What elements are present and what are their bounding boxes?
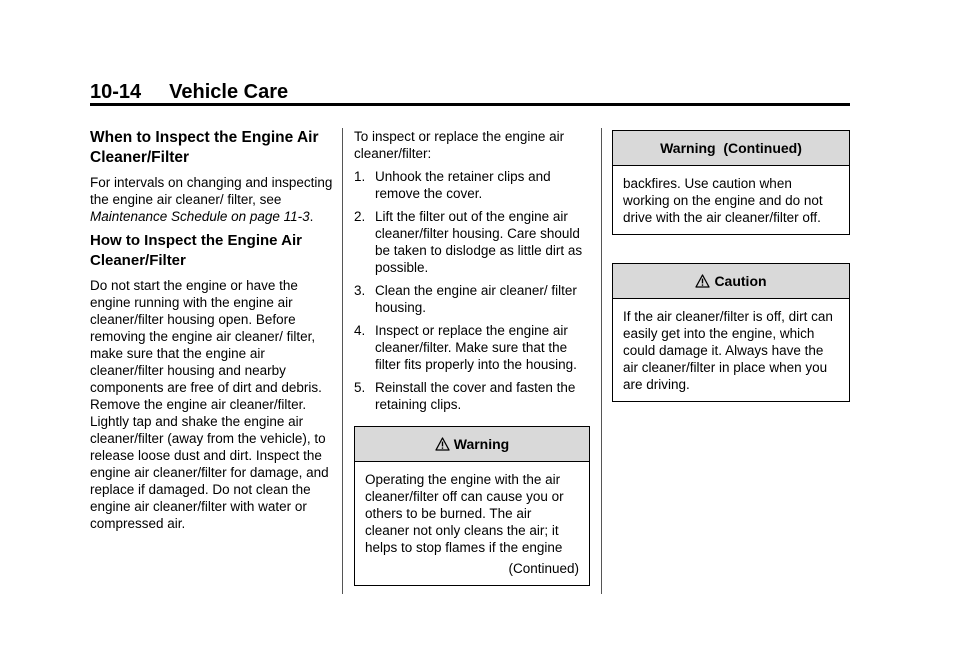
caution-body — [613, 299, 849, 401]
list-item — [354, 168, 590, 202]
continued-label: (Continued) — [508, 561, 579, 576]
intervals-paragraph — [90, 174, 335, 225]
page-header — [90, 80, 288, 104]
replace-intro: To inspect or replace the engine air cleaner/filter: — [354, 129, 565, 161]
step-text: Lift the filter out of the engine air cleaner/filter housing. Care should be taken to dislodge as little dirt as possible. — [375, 209, 583, 275]
step-text: Clean the engine air cleaner/ filter housing. — [375, 283, 577, 315]
caution-title: Caution — [714, 273, 767, 289]
step-number: 3. — [354, 283, 366, 298]
heading-how-to-inspect: How to Inspect the Engine Air Cleaner/Filter — [90, 232, 302, 269]
heading-when-to-inspect: When to Inspect the Engine Air Cleaner/Filter — [90, 129, 319, 166]
warning-body — [355, 462, 589, 585]
caution-text: If the air cleaner/filter is off, dirt can easily get into the engine, which could damage it. Always have the air cleaner/filter in place when you are driving. — [623, 309, 833, 392]
warning-header — [355, 427, 589, 462]
column-divider-1 — [342, 128, 343, 594]
intervals-end: . — [309, 209, 314, 224]
warning-continued-body — [613, 166, 849, 234]
column-2 — [354, 128, 590, 586]
list-item — [354, 208, 590, 276]
step-text: Unhook the retainer clips and remove the cover. — [375, 169, 551, 201]
list-item — [354, 282, 590, 316]
section-title: Vehicle Care — [169, 81, 289, 103]
step-text: Inspect or replace the engine air cleaner/filter. Make sure that the filter fits properly into the housing. — [375, 323, 577, 372]
caution-header — [613, 264, 849, 299]
warning-triangle-icon — [695, 274, 710, 288]
column-divider-2 — [601, 128, 602, 594]
step-number: 1. — [354, 169, 366, 184]
column-3 — [612, 130, 850, 402]
step-number: 2. — [354, 209, 366, 224]
maintenance-schedule-link[interactable]: Maintenance Schedule on page 11-3 — [90, 209, 310, 224]
warning-continued-text: backfires. Use caution when working on the engine and do not drive with the air cleaner/filter off. — [623, 176, 823, 225]
inspect-paragraph: Do not start the engine or have the engine running with the engine air cleaner/filter housing open. Before removing the engine air cleaner/ filter, make sure that the engine air cleaner/filter housing and nearby components are free of dirt and debris. Remove the engine air cleaner/filter. Lightly tap and shake the engine air cleaner/filter (away from the vehicle), to release loose dust and dirt. Inspect the engine air cleaner/filter for damage, and replace if damaged. Do not clean the engine air cleaner/filter with water or compressed air. — [90, 278, 329, 531]
caution-box — [612, 263, 850, 402]
header-rule — [90, 103, 850, 106]
page-number: 10-14 — [90, 81, 142, 103]
warning-box — [354, 426, 590, 586]
step-number: 5. — [354, 380, 366, 395]
steps-list — [354, 168, 590, 413]
warning-continued-header — [613, 131, 849, 166]
warning-triangle-icon — [435, 437, 450, 451]
step-text: Reinstall the cover and fasten the retaining clips. — [375, 380, 576, 412]
list-item — [354, 379, 590, 413]
list-item — [354, 322, 590, 373]
warning-text: Operating the engine with the air cleaner/filter off can cause you or others to be burned. The air cleaner not only cleans the air; it helps to stop flames if the engine — [365, 472, 564, 555]
warning-continued-title: Warning (Continued) — [660, 140, 802, 156]
intervals-text: For intervals on changing and inspecting the engine air cleaner/ filter, see — [90, 175, 333, 207]
warning-title: Warning — [453, 436, 510, 452]
column-1 — [90, 128, 335, 538]
step-number: 4. — [354, 323, 366, 338]
warning-continued-box — [612, 130, 850, 235]
